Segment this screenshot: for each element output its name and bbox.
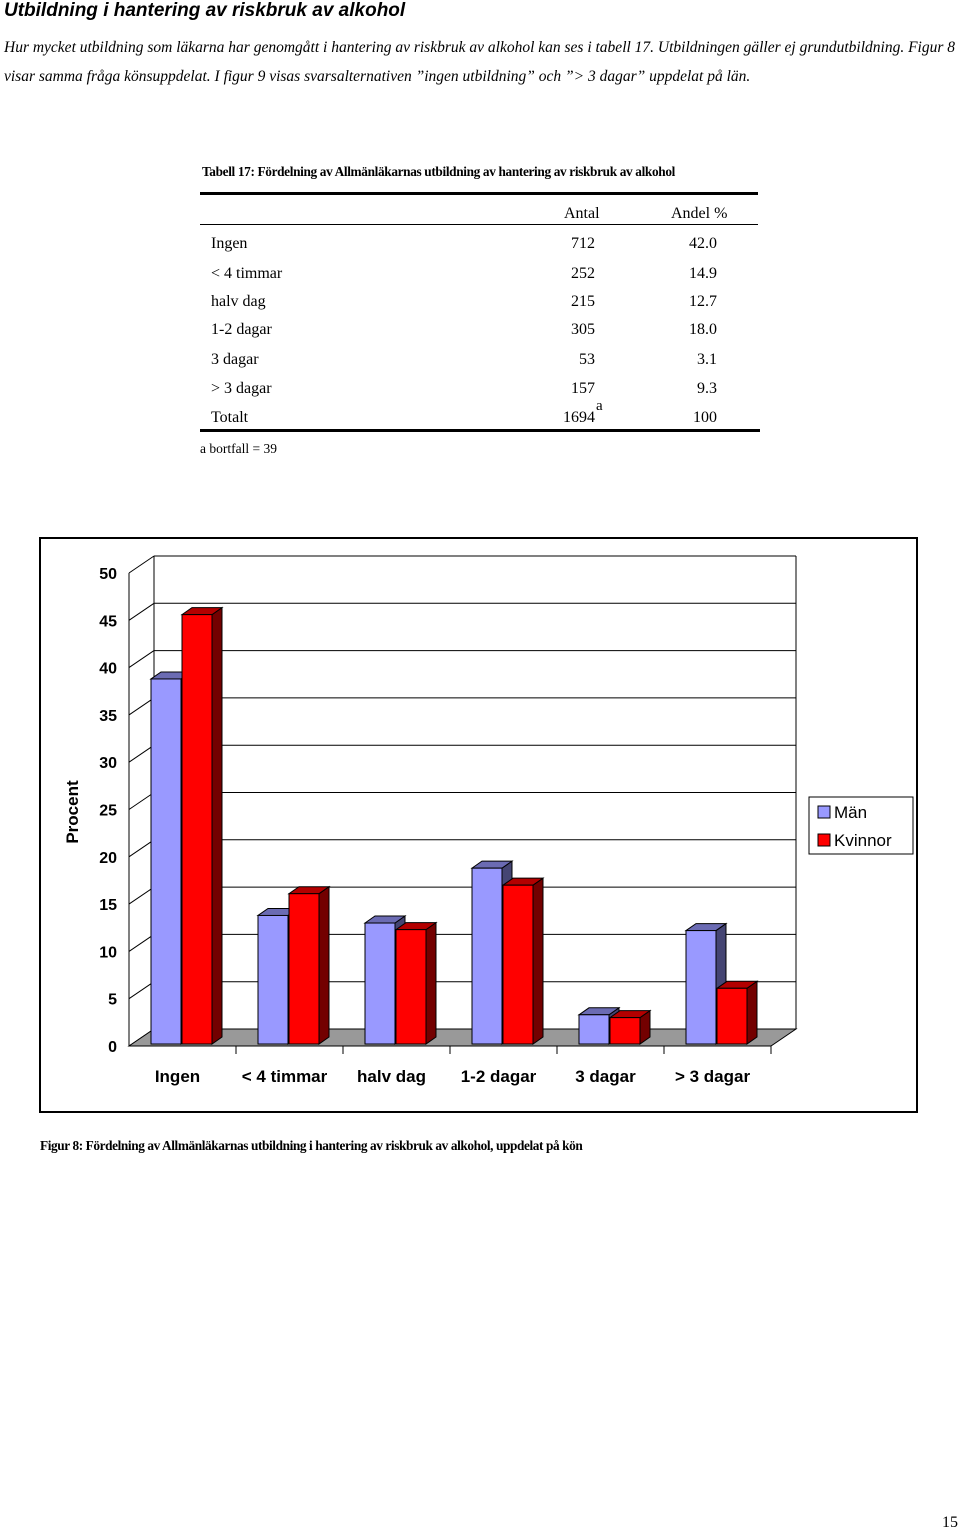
table-row-label-total: Totalt (211, 409, 249, 426)
table-cell-antal: 712 (571, 235, 595, 252)
table-cell-antal: 53 (579, 351, 595, 368)
x-category-label: > 3 dagar (674, 1067, 751, 1086)
table-cell-andel: 12.7 (689, 293, 717, 310)
bar-side (212, 608, 222, 1044)
table-row-label: 1-2 dagar (211, 321, 272, 338)
table-cell-antal: 215 (571, 293, 595, 310)
y-tick-label: 0 (108, 1039, 117, 1056)
legend-label: Kvinnor (834, 831, 892, 850)
y-tick-label: 50 (99, 566, 117, 583)
legend-swatch (818, 806, 830, 818)
bar-kvinnor (289, 894, 319, 1044)
bar-man (472, 868, 502, 1044)
page-number: 15 (942, 1514, 958, 1531)
legend-label: Män (834, 803, 868, 822)
y-tick-label: 5 (108, 991, 117, 1009)
y-axis-title: Procent (63, 780, 82, 844)
footnote-marker: a (596, 398, 603, 414)
x-category-label: halv dag (357, 1067, 426, 1086)
x-category-label: Ingen (154, 1067, 201, 1086)
y-tick-label: 45 (99, 613, 117, 631)
bar-side (747, 981, 757, 1044)
table-bottom-rule (200, 429, 760, 432)
section-heading: Utbildning i hantering av riskbruk av alkohol (4, 0, 406, 21)
table-top-rule (200, 192, 758, 195)
bar-kvinnor (396, 930, 426, 1044)
table-row-label: 3 dagar (211, 351, 259, 368)
table-row-label: > 3 dagar (211, 380, 272, 397)
table-cell-andel: 18.0 (689, 321, 717, 338)
table-cell-antal: 252 (571, 265, 595, 282)
table-cell-antal: 157 (571, 380, 595, 397)
table-header-antal: Antal (564, 205, 600, 222)
table-cell-antal-total: 1694 (563, 409, 595, 426)
table-footnote: a bortfall = 39 (200, 441, 277, 456)
x-category-label: < 4 timmar (241, 1067, 328, 1086)
bar-kvinnor (503, 885, 533, 1044)
gridline-depth (129, 887, 154, 904)
y-tick-label: 10 (99, 944, 117, 962)
table-cell-andel: 3.1 (697, 351, 717, 368)
table-cell-andel-total: 100 (693, 409, 717, 426)
bar-side (426, 923, 436, 1044)
bar-kvinnor (717, 988, 747, 1044)
table-cell-antal: 305 (571, 321, 595, 338)
gridline-depth (129, 698, 154, 715)
intro-paragraph: Hur mycket utbildning som läkarna har genomgått i hantering av riskbruk av alkohol kan ses i tabell 17. Utbildningen gäller ej grundutbildning. Figur 8 visar samma fråga könsuppdelat. I figur 9 visas svarsalternativen ”ingen utbildning” och ”> 3 dagar” uppdelat på län. (4, 39, 956, 85)
gridline-depth (129, 603, 154, 620)
bar-man (258, 915, 288, 1044)
table-caption: Tabell 17: Fördelning av Allmänläkarnas utbildning av hantering av riskbruk av alkohol (202, 164, 675, 179)
gridline-depth (129, 651, 154, 668)
table-row-label: < 4 timmar (211, 265, 283, 282)
gridline-depth (129, 556, 154, 573)
x-category-label: 1-2 dagar (460, 1067, 537, 1086)
y-tick-label: 20 (99, 849, 117, 867)
x-category-label: 3 dagar (575, 1067, 636, 1086)
y-tick-label: 35 (99, 707, 117, 725)
y-tick-label: 30 (99, 755, 117, 773)
table-cell-andel: 14.9 (689, 265, 717, 282)
bar-man (579, 1015, 609, 1044)
gridline-depth (129, 793, 154, 810)
gridline-depth (129, 982, 154, 999)
bar-kvinnor (610, 1018, 640, 1044)
table-header-rule (200, 224, 758, 225)
legend-swatch (818, 834, 830, 846)
bar-man (365, 923, 395, 1044)
gridline-depth (129, 745, 154, 762)
bar-kvinnor (182, 615, 212, 1044)
y-tick-label: 25 (99, 802, 117, 820)
bar-chart-svg (41, 539, 916, 1111)
table-row-label: Ingen (211, 235, 248, 252)
gridline-depth (129, 840, 154, 857)
bar-side (533, 878, 543, 1044)
table-cell-andel: 9.3 (697, 380, 717, 397)
bar-man (686, 931, 716, 1044)
bar-man (151, 679, 181, 1044)
y-tick-label: 40 (99, 660, 117, 678)
figure-8-chart (39, 537, 918, 1113)
figure-caption: Figur 8: Fördelning av Allmänläkarnas utbildning i hantering av riskbruk av alkohol, uppdelat på kön (40, 1138, 583, 1153)
table-header-andel: Andel % (671, 205, 728, 222)
table-cell-andel: 42.0 (689, 235, 717, 252)
y-tick-label: 15 (99, 897, 117, 915)
bar-side (319, 887, 329, 1044)
table-row-label: halv dag (211, 293, 266, 310)
gridline-depth (129, 934, 154, 951)
